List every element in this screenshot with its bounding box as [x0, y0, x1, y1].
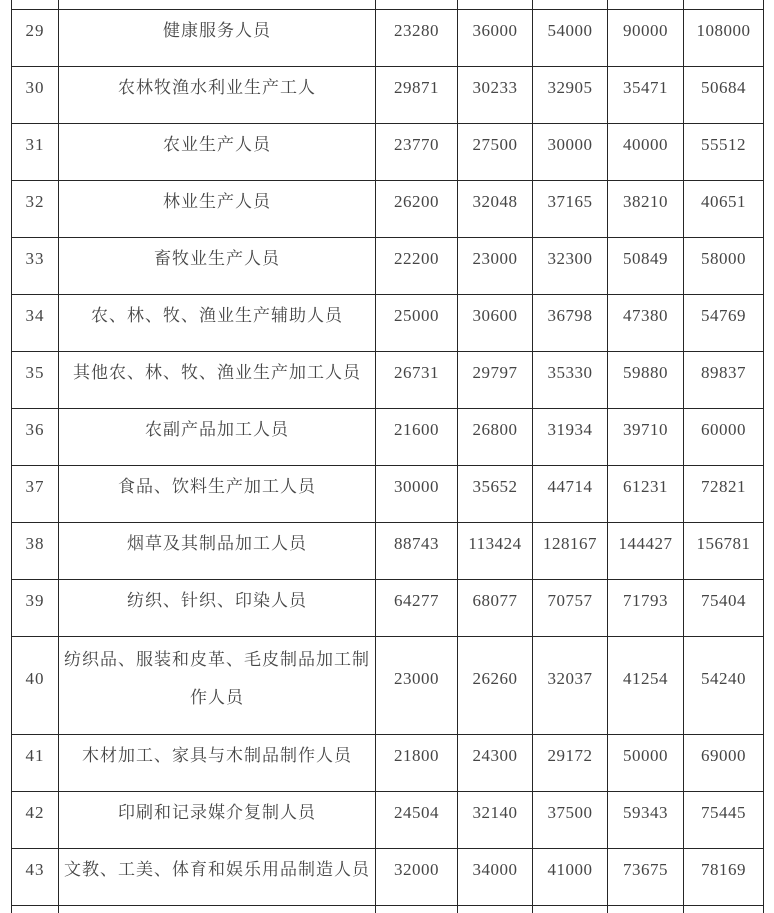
value-cell: 31934: [533, 408, 608, 465]
value-cell: 70757: [533, 579, 608, 636]
value-cell: 60000: [684, 408, 764, 465]
value-cell: 21800: [376, 734, 458, 791]
value-cell: 72821: [684, 465, 764, 522]
value-cell: 35652: [458, 465, 533, 522]
occupation-cell: 健康服务人员: [59, 9, 376, 66]
table-row: [12, 791, 764, 848]
value-cell: 68077: [458, 579, 533, 636]
value-cell: 23000: [458, 237, 533, 294]
value-cell: 55512: [684, 123, 764, 180]
value-cell: 29871: [376, 66, 458, 123]
value-cell: 23770: [376, 123, 458, 180]
value-cell: 90000: [608, 9, 684, 66]
value-cell: 30600: [458, 294, 533, 351]
occupation-cell: 烟草及其制品加工人员: [59, 522, 376, 579]
value-cell: 54000: [533, 9, 608, 66]
value-cell: 36000: [458, 9, 533, 66]
row-number-cell: 41: [12, 734, 59, 791]
value-cell: 30000: [533, 123, 608, 180]
value-cell: 88743: [376, 522, 458, 579]
value-cell: 32140: [458, 791, 533, 848]
row-number-cell: 33: [12, 237, 59, 294]
value-cell: 50849: [608, 237, 684, 294]
value-cell: 30000: [376, 465, 458, 522]
row-number-cell: 35: [12, 351, 59, 408]
occupation-cell: [59, 905, 376, 913]
table-row: [12, 465, 764, 522]
partial-row-top: [12, 0, 764, 9]
value-cell: 50684: [684, 66, 764, 123]
value-cell: 41000: [533, 848, 608, 905]
value-cell: 32037: [533, 636, 608, 734]
value-cell: 32300: [533, 237, 608, 294]
row-number-cell: 42: [12, 791, 59, 848]
value-cell: 156781: [684, 522, 764, 579]
value-cell: 40000: [608, 123, 684, 180]
row-number-cell: 38: [12, 522, 59, 579]
value-cell: 61231: [608, 465, 684, 522]
table-row: [12, 66, 764, 123]
value-cell: 59880: [608, 351, 684, 408]
value-cell: 23280: [376, 9, 458, 66]
occupation-cell: 畜牧业生产人员: [59, 237, 376, 294]
occupation-cell: 农副产品加工人员: [59, 408, 376, 465]
value-cell: 24504: [376, 791, 458, 848]
value-cell: 24300: [458, 734, 533, 791]
value-cell: 32905: [533, 66, 608, 123]
row-number-cell: 34: [12, 294, 59, 351]
occupation-cell: 纺织、针织、印染人员: [59, 579, 376, 636]
table-row: [12, 9, 764, 66]
row-number-cell: 36: [12, 408, 59, 465]
value-cell: 78169: [684, 848, 764, 905]
value-cell: 69000: [684, 734, 764, 791]
salary-table-body: [12, 0, 764, 913]
value-cell: 47380: [608, 294, 684, 351]
value-cell: 75404: [684, 579, 764, 636]
partial-row-bottom: [12, 905, 764, 913]
row-number-cell: 37: [12, 465, 59, 522]
row-number-cell: 30: [12, 66, 59, 123]
occupation-cell: 文教、工美、体育和娱乐用品制造人员: [59, 848, 376, 905]
value-cell: [376, 905, 458, 913]
table-row: [12, 237, 764, 294]
value-cell: 58000: [684, 237, 764, 294]
value-cell: 26800: [458, 408, 533, 465]
value-cell: 23000: [376, 636, 458, 734]
occupation-cell: 其他农、林、牧、渔业生产加工人员: [59, 351, 376, 408]
value-cell: [458, 905, 533, 913]
value-cell: 21600: [376, 408, 458, 465]
table-row: [12, 351, 764, 408]
value-cell: 26260: [458, 636, 533, 734]
value-cell: 29797: [458, 351, 533, 408]
value-cell: 27500: [458, 123, 533, 180]
value-cell: [608, 0, 684, 9]
value-cell: 32000: [376, 848, 458, 905]
value-cell: 36798: [533, 294, 608, 351]
table-row: [12, 636, 764, 734]
row-number-cell: 29: [12, 9, 59, 66]
value-cell: [684, 905, 764, 913]
value-cell: 26200: [376, 180, 458, 237]
salary-table: [11, 0, 764, 913]
occupation-cell: 农林牧渔水利业生产工人: [59, 66, 376, 123]
value-cell: 34000: [458, 848, 533, 905]
value-cell: 71793: [608, 579, 684, 636]
value-cell: 32048: [458, 180, 533, 237]
row-number-cell: 40: [12, 636, 59, 734]
value-cell: 35330: [533, 351, 608, 408]
row-number-cell: 43: [12, 848, 59, 905]
value-cell: 44714: [533, 465, 608, 522]
row-number-cell: 31: [12, 123, 59, 180]
value-cell: 37165: [533, 180, 608, 237]
value-cell: 37500: [533, 791, 608, 848]
table-row: [12, 522, 764, 579]
value-cell: 50000: [608, 734, 684, 791]
table-row: [12, 734, 764, 791]
occupation-cell: 纺织品、服装和皮革、毛皮制品加工制作人员: [59, 636, 376, 734]
value-cell: 41254: [608, 636, 684, 734]
value-cell: 30233: [458, 66, 533, 123]
table-row: [12, 294, 764, 351]
value-cell: 39710: [608, 408, 684, 465]
value-cell: [684, 0, 764, 9]
value-cell: 38210: [608, 180, 684, 237]
occupation-cell: 木材加工、家具与木制品制作人员: [59, 734, 376, 791]
occupation-cell: [59, 0, 376, 9]
value-cell: 108000: [684, 9, 764, 66]
table-row: [12, 579, 764, 636]
row-number-cell: 32: [12, 180, 59, 237]
value-cell: 144427: [608, 522, 684, 579]
value-cell: 25000: [376, 294, 458, 351]
occupation-cell: 农业生产人员: [59, 123, 376, 180]
value-cell: [533, 0, 608, 9]
value-cell: 54240: [684, 636, 764, 734]
row-number-cell: [12, 905, 59, 913]
value-cell: 59343: [608, 791, 684, 848]
row-number-cell: 39: [12, 579, 59, 636]
value-cell: 73675: [608, 848, 684, 905]
value-cell: 35471: [608, 66, 684, 123]
value-cell: [458, 0, 533, 9]
value-cell: 29172: [533, 734, 608, 791]
value-cell: 22200: [376, 237, 458, 294]
table-row: [12, 180, 764, 237]
occupation-cell: 农、林、牧、渔业生产辅助人员: [59, 294, 376, 351]
value-cell: 128167: [533, 522, 608, 579]
value-cell: 54769: [684, 294, 764, 351]
occupation-cell: 林业生产人员: [59, 180, 376, 237]
occupation-cell: 印刷和记录媒介复制人员: [59, 791, 376, 848]
value-cell: 89837: [684, 351, 764, 408]
value-cell: 26731: [376, 351, 458, 408]
value-cell: 64277: [376, 579, 458, 636]
salary-table-container: [11, 0, 763, 913]
occupation-cell: 食品、饮料生产加工人员: [59, 465, 376, 522]
value-cell: 113424: [458, 522, 533, 579]
value-cell: [376, 0, 458, 9]
table-row: [12, 848, 764, 905]
value-cell: 40651: [684, 180, 764, 237]
value-cell: [608, 905, 684, 913]
table-row: [12, 123, 764, 180]
row-number-cell: [12, 0, 59, 9]
table-row: [12, 408, 764, 465]
value-cell: 75445: [684, 791, 764, 848]
value-cell: [533, 905, 608, 913]
